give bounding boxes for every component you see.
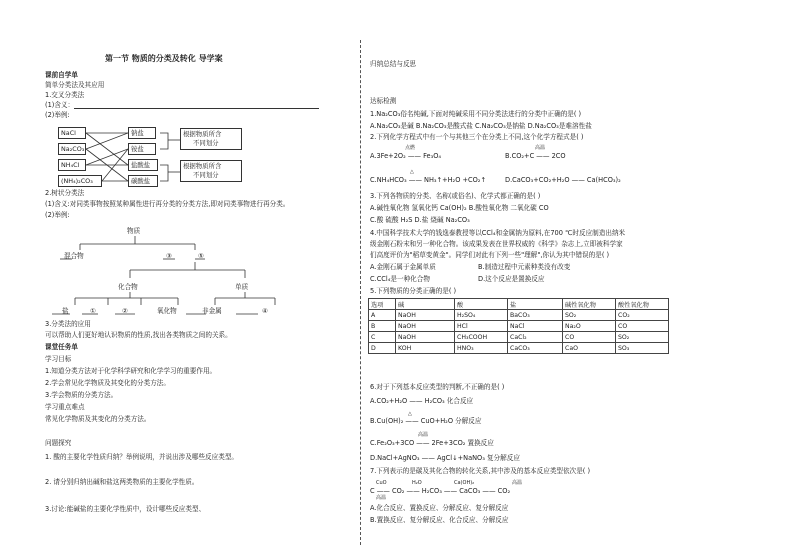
table-header: 碱性氧化物 <box>563 299 616 310</box>
table-cell: CaCl₂ <box>508 332 563 343</box>
table-cell: KOH <box>396 343 455 354</box>
table-row <box>369 332 669 343</box>
r3-options-cd: C.酸 硫酸 H₂S D.盐 烧碱 Na₂CO₃ <box>370 216 470 224</box>
class-task-heading: 课堂任务单 <box>45 343 78 351</box>
r7-option-b: B.置换反应、复分解反应、化合反应、分解反应 <box>370 516 509 524</box>
table-cell: HNO₃ <box>455 343 508 354</box>
check-heading: 达标检测 <box>370 97 397 105</box>
question-r3: 3.下列各物质的分类、名称(或俗名)、化学式都正确的是( ) <box>370 192 541 200</box>
table-cell: Na₂O <box>563 321 616 332</box>
cross-note-anion: 根据物质所含 不同划分 <box>180 160 242 182</box>
table-cell: C <box>369 332 396 343</box>
r2-option-d: D.CaCO₃+CO₂+H₂O —— Ca(HCO₃)₂ <box>505 176 621 184</box>
table-cell: NaOH <box>396 332 455 343</box>
cross-title: 1.交叉分类法 <box>45 91 85 99</box>
cross-item-na2co3: Na₂CO₃ <box>58 143 86 155</box>
table-cell: H₂SO₄ <box>455 310 508 321</box>
table-header-row <box>369 299 669 310</box>
column-divider <box>360 40 361 545</box>
r4-line-3: 们高度评价为"稻草变黄金"。同学们对此有下列一些"理解",你认为其中错误的是( ) <box>370 251 610 259</box>
r4-option-a: A.金刚石属于金属单质 <box>370 263 436 271</box>
table-cell: CO <box>563 332 616 343</box>
tree-salt: 盐 <box>62 307 69 315</box>
cross-def: (1)含义： <box>45 101 319 109</box>
explore-heading: 问题探究 <box>45 439 72 447</box>
r2-option-b: B.CO₂+C —— 2CO <box>505 152 566 160</box>
r6-option-b: B.Cu(OH)₂ —— CuO+H₂O 分解反应 <box>370 417 482 425</box>
r7-cond-cuo: CuO <box>376 480 387 486</box>
tree-title: 2.树状分类法 <box>45 189 85 197</box>
tree-root: 物质 <box>127 227 141 235</box>
table-cell: SO₂ <box>563 310 616 321</box>
summary-heading: 归纳总结与反思 <box>370 60 417 68</box>
question-r6: 6.对于下列基本反应类型的判断,不正确的是( ) <box>370 383 505 391</box>
simple-method-heading: 简单分类法及其应用 <box>45 81 105 89</box>
r7-cond-caoh2: Ca(OH)₂ <box>454 480 475 486</box>
table-cell: NaOH <box>396 310 455 321</box>
r3-options-ab: A.碱性氧化物 氢氧化钙 Ca(OH)₂ B.酸性氧化物 二氧化碳 CO <box>370 204 549 212</box>
question-r1-options: A.Na₂CO₃是碱 B.Na₂CO₃是酸式盐 C.Na₂CO₃是钠盐 D.Na₂CO₃是难溶性盐 <box>370 122 592 130</box>
r7-chain: C —— CO₂ —— H₂CO₃ —— CaCO₃ —— CO₂ <box>370 487 511 495</box>
table-cell: CH₃COOH <box>455 332 508 343</box>
cross-note-cation: 根据物质所含 不同划分 <box>180 128 242 150</box>
tree-circle-5: ⑤ <box>198 252 204 260</box>
cross-class-chloride: 盐酸盐 <box>128 159 158 171</box>
tree-circle-3: ③ <box>166 252 172 260</box>
r4-option-d: D.这个反应是置换反应 <box>478 275 545 283</box>
r7-cond-hightemp: 高温 <box>512 480 523 486</box>
table-cell: A <box>369 310 396 321</box>
r4-option-b: B.制造过程中元素种类没有改变 <box>478 263 571 271</box>
table-cell: D <box>369 343 396 354</box>
table-header: 盐 <box>508 299 563 310</box>
question-r2: 2.下列化学方程式中有一个与其他三个在分类上不同,这个化学方程式是( ) <box>370 133 584 141</box>
cross-class-ammonium: 铵盐 <box>128 143 156 155</box>
question-r7: 7.下列表示的是碳及其化合物的转化关系,其中涉及的基本反应类型依次是( ) <box>370 467 591 475</box>
tree-def: (1)含义:对同类事物按照某种属性进行再分类的分类方法,即对同类事物进行再分类。 <box>45 200 290 208</box>
table-row <box>369 321 669 332</box>
question-2: 2. 请分别归纳出碱和盐这两类物质的主要化学性质。 <box>45 478 199 486</box>
r2-option-c: C.NH₄HCO₃ —— NH₃↑+H₂O +CO₂↑ <box>370 176 486 184</box>
goal-3: 3.学会物质的分类方法。 <box>45 391 118 399</box>
table-cell: BaCO₃ <box>508 310 563 321</box>
r7-option-a: A.化合反应、置换反应、分解反应、复分解反应 <box>370 504 509 512</box>
table-cell: B <box>369 321 396 332</box>
table-header: 酸性氧化物 <box>616 299 669 310</box>
tree-compound: 化合物 <box>118 283 138 291</box>
r6-option-c: C.Fe₂O₃+3CO —— 2Fe+3CO₂ 置换反应 <box>370 439 494 447</box>
tree-mixture: 混合物 <box>64 252 84 260</box>
cross-example: (2)举例: <box>45 111 70 119</box>
cross-class-sodium: 钠盐 <box>128 127 156 139</box>
r4-option-c: C.CCl₄是一种化合物 <box>370 275 430 283</box>
table-header: 碱 <box>396 299 455 310</box>
table-cell: NaOH <box>396 321 455 332</box>
goal-1: 1.知道分类方法对于化学科学研究和化学学习的重要作用。 <box>45 367 217 375</box>
pre-study-heading: 课前自学单 <box>45 71 78 79</box>
cross-item-nh42co3: (NH₄)₂CO₃ <box>58 175 102 187</box>
tree-circle-4: ④ <box>262 307 268 315</box>
r2-a-condition: 点燃 <box>405 145 416 151</box>
table-cell: SO₃ <box>616 343 669 354</box>
learn-goal-heading: 学习目标 <box>45 355 72 363</box>
tree-example: (2)举例: <box>45 211 70 219</box>
cross-item-nacl: NaCl <box>58 127 86 139</box>
table-header: 酸 <box>455 299 508 310</box>
tree-oxide: 氧化物 <box>157 307 177 315</box>
table-row <box>369 343 669 354</box>
table-cell: CO₂ <box>616 310 669 321</box>
tree-nonmetal: 非金属 <box>202 307 222 315</box>
table-cell: CaCO₃ <box>508 343 563 354</box>
table-cell: CaO <box>563 343 616 354</box>
table-header: 选项 <box>369 299 396 310</box>
tree-circle-1: ① <box>90 307 96 315</box>
classification-table <box>368 298 669 354</box>
r6-option-d: D.NaCl+AgNO₃ —— AgCl↓+NaNO₃ 复分解反应 <box>370 454 520 462</box>
r2-c-condition: △ <box>410 169 414 175</box>
table-cell: SO₂ <box>616 332 669 343</box>
tree-element: 单质 <box>235 283 249 291</box>
r6-option-a: A.CO₂+H₂O —— H₂CO₃ 化合反应 <box>370 397 474 405</box>
r6-b-condition: △ <box>408 411 412 417</box>
page-title: 第一节 物质的分类及转化 导学案 <box>105 54 223 63</box>
goal-2: 2.学会常见化学物质及其变化的分类方法。 <box>45 379 170 387</box>
question-r1: 1.Na₂CO₃俗名纯碱,下面对纯碱采用不同分类法进行的分类中正确的是( ) <box>370 110 582 118</box>
table-cell: CO <box>616 321 669 332</box>
tree-circle-2: ② <box>122 307 128 315</box>
table-cell: NaCl <box>508 321 563 332</box>
r2-b-condition: 高温 <box>535 145 546 151</box>
cross-item-nh4cl: NH₄Cl <box>58 159 86 171</box>
question-3: 3.讨论:能碱盐的主要化学性质中，设计哪些反应类型、 <box>45 505 206 513</box>
r4-line-1: 4.中国科学技术大学的钱逸泰教授等以CCl₄和金属钠为原料,在700 ℃时反应制造出纳米 <box>370 229 626 237</box>
key-heading: 学习重点难点 <box>45 403 85 411</box>
cross-class-carbonate: 碳酸盐 <box>128 175 158 187</box>
apply-title: 3.分类法的应用 <box>45 320 91 328</box>
r4-line-2: 级金刚石粉末和另一种化合物。该成果发表在世界权威的《科学》杂志上,立即被科学家 <box>370 240 623 248</box>
r2-option-a: A.3Fe+2O₂ —— Fe₃O₄ <box>370 152 442 160</box>
key-text: 常见化学物质及其变化的分类方法。 <box>45 415 151 423</box>
apply-text: 可以帮助人们更好地认识物质的性质,找出各类物质之间的关系。 <box>45 331 232 339</box>
r6-c-condition: 高温 <box>418 432 429 438</box>
question-r5: 5.下列物质的分类正确的是( ) <box>370 287 457 295</box>
table-row <box>369 310 669 321</box>
r7-cond-hightemp-b: 高温 <box>376 495 387 501</box>
table-cell: HCl <box>455 321 508 332</box>
question-1: 1. 酸的主要化学性质归纳？举例说明，并说出涉及哪些反应类型。 <box>45 453 239 461</box>
r7-cond-h2o: H₂O <box>412 480 422 486</box>
